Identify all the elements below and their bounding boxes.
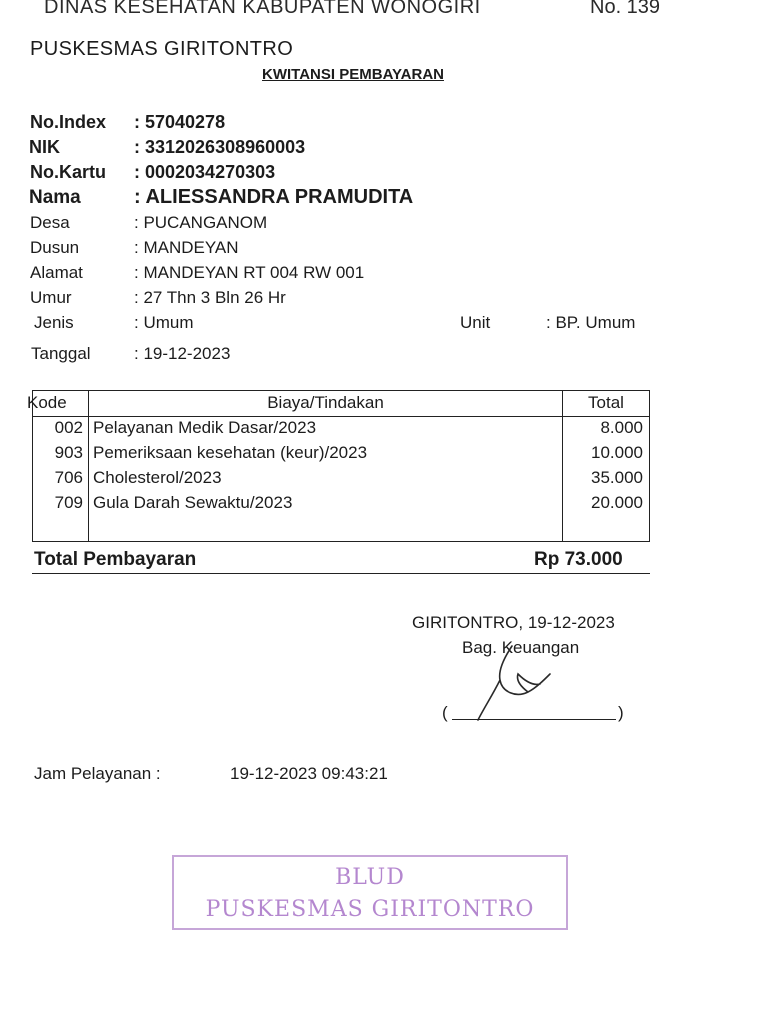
- alamat-label: Alamat: [30, 263, 83, 282]
- row-item: Gula Darah Sewaktu/2023: [93, 493, 293, 512]
- dusun-value: : MANDEYAN: [134, 238, 239, 257]
- total-label: Total Pembayaran: [34, 549, 197, 570]
- row-total: 20.000: [591, 493, 643, 512]
- service-time-value: 19-12-2023 09:43:21: [230, 764, 388, 783]
- header-biaya: Biaya/Tindakan: [267, 393, 384, 412]
- table-divider: [562, 391, 563, 541]
- desa-label: Desa: [30, 213, 70, 232]
- tanggal-label: Tanggal: [31, 344, 91, 363]
- stamp-line-1: BLUD: [335, 865, 405, 890]
- desa-value: : PUCANGANOM: [134, 213, 268, 232]
- unit-label: Unit: [460, 313, 491, 332]
- nama-value: : ALIESSANDRA PRAMUDITA: [134, 186, 414, 208]
- no-index-value: : 57040278: [134, 112, 226, 132]
- row-kode: 709: [54, 493, 83, 512]
- signature-department: Bag. Keuangan: [462, 638, 580, 657]
- stamp: [172, 855, 568, 930]
- facility-name: PUSKESMAS GIRITONTRO: [30, 38, 294, 60]
- receipt-number: No. 139: [590, 0, 661, 18]
- signature-close-paren: ): [618, 703, 624, 722]
- handwritten-signature: [440, 640, 580, 730]
- dusun-label: Dusun: [30, 238, 80, 257]
- table-divider: [88, 391, 89, 541]
- jenis-value: : Umum: [134, 313, 194, 332]
- row-item: Cholesterol/2023: [93, 468, 222, 487]
- signature-open-paren: (: [442, 703, 448, 722]
- row-total: 35.000: [591, 468, 643, 487]
- row-kode: 002: [54, 418, 83, 437]
- nama-label: Nama: [29, 187, 81, 208]
- signature-place-date: GIRITONTRO, 19-12-2023: [412, 613, 615, 632]
- row-total: 8.000: [600, 418, 643, 437]
- unit-value: : BP. Umum: [546, 313, 636, 332]
- row-item: Pemeriksaan kesehatan (keur)/2023: [93, 443, 368, 462]
- no-index-label: No.Index: [30, 112, 107, 132]
- total-amount: Rp 73.000: [534, 549, 623, 570]
- nik-label: NIK: [29, 137, 60, 157]
- no-kartu-value: : 0002034270303: [134, 162, 276, 182]
- charges-table: [27, 390, 650, 542]
- row-total: 10.000: [591, 443, 643, 462]
- office-line: DINAS KESEHATAN KABUPATEN WONOGIRI: [44, 0, 481, 18]
- header-kode: Kode: [27, 393, 67, 412]
- total-underline: [32, 573, 650, 574]
- header-total: Total: [588, 393, 624, 412]
- receipt-title: KWITANSI PEMBAYARAN: [262, 66, 444, 83]
- no-kartu-label: No.Kartu: [30, 162, 106, 182]
- alamat-value: : MANDEYAN RT 004 RW 001: [134, 263, 365, 282]
- row-kode: 706: [54, 468, 83, 487]
- signature-line: [452, 719, 616, 720]
- umur-label: Umur: [30, 288, 72, 307]
- row-kode: 903: [54, 443, 83, 462]
- tanggal-value: : 19-12-2023: [134, 344, 231, 363]
- jenis-label: Jenis: [34, 313, 74, 332]
- nik-value: : 3312026308960003: [134, 137, 306, 157]
- row-item: Pelayanan Medik Dasar/2023: [93, 418, 317, 437]
- stamp-line-2: PUSKESMAS GIRITONTRO: [205, 897, 535, 922]
- umur-value: : 27 Thn 3 Bln 26 Hr: [134, 288, 286, 307]
- service-time-label: Jam Pelayanan :: [34, 764, 161, 783]
